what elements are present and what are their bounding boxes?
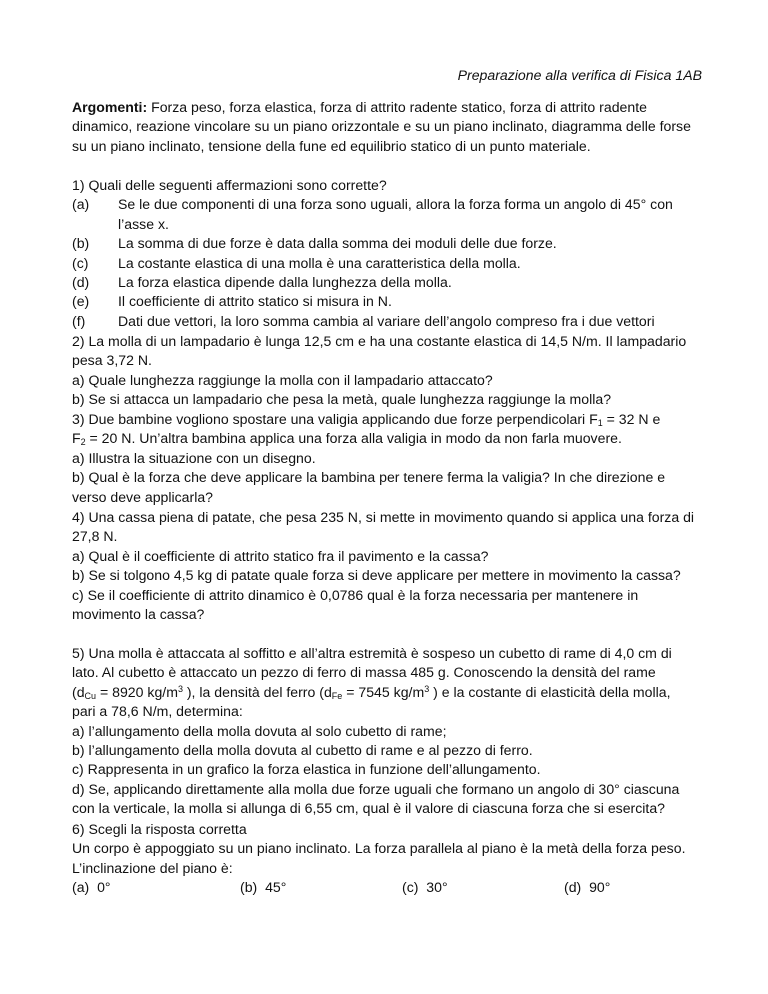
- option-6d: (d) 90°: [564, 879, 611, 896]
- question-5b: b) l’allungamento della molla dovuta al cubetto di rame e al pezzo di ferro.: [72, 742, 533, 759]
- question-3b: b) Qual è la forza che deve applicare la bambina per tenere ferma la valigia? In che direzione e verso deve applicarla?: [72, 469, 666, 505]
- question-1: [72, 176, 698, 331]
- page-header: Preparazione alla verifica di Fisica 1AB: [457, 67, 702, 83]
- topics-text: Forza peso, forza elastica, forza di attrito radente statico, forza di attrito radente dinamico, reazione vincolare su un piano orizzontale e su un piano inclinato, diagramma delle forse su un piano inclinato, tensione della fune ed equilibrio statico di un punto materiale.: [72, 99, 691, 154]
- question-5: 5) Una molla è attaccata al soffitto e all’altra estremità è sospeso un cubetto di rame di 4,0 cm di lato. Al cubetto è attaccato un pezzo di ferro di massa 485 g. Conoscendo la densità del rame ($d_{Cu} = 8920$ $kg/m^3$ ), la densità del ferro ($d_{Fe} = 7545$ $kg/m^3$ ) e la costante di elasticità della molla, pari a 78,6 N/m, determina: a) l’allungamento della molla dovuta al solo cubetto di rame; b) l’allungamento della molla dovuta al cubetto di rame e al pezzo di ferro. c) Rappresenta in un grafico la forza elastica in funzione dell’allungamento. d) Se, applicando direttamente alla molla due forze uguali che formano un angolo di 30° ciascuna con la verticale, la molla si allunga di 6,55 cm, qual è il valore di ciascuna forza che si esercita?: [72, 644, 698, 819]
- question-4a: a) Qual è il coefficiente di attrito statico fra il pavimento e la cassa?: [72, 547, 489, 564]
- question-1-text: 1) Quali delle seguenti affermazioni sono corrette?: [72, 177, 387, 193]
- topics-label: Argomenti:: [72, 99, 148, 115]
- question-2-text: 2) La molla di un lampadario è lunga 12,5 cm e ha una costante elastica di 14,5 N/m. Il lampadario pesa 3,72 N.: [72, 333, 687, 369]
- question-4b: b) Se si tolgono 4,5 kg di patate quale forza si deve applicare per mettere in movimento la cassa?: [72, 567, 681, 584]
- option-1e: (e) Il coefficiente di attrito statico si misura in N.: [72, 293, 392, 310]
- question-4c: c) Se il coefficiente di attrito dinamico è 0,0786 qual è la forza necessaria per mantenere in movimento la cassa?: [72, 586, 639, 623]
- question-4: [72, 508, 698, 624]
- option-6a: (a) 0°: [72, 879, 111, 896]
- question-4-text: 4) Una cassa piena di patate, che pesa 235 N, si mette in movimento quando si applica una forza di 27,8 N.: [72, 509, 695, 545]
- question-2b: b) Se si attacca un lampadario che pesa la metà, quale lunghezza raggiunge la molla?: [72, 391, 612, 408]
- question-1-options: [72, 195, 698, 331]
- topics-paragraph: [72, 98, 698, 156]
- question-6: [72, 820, 698, 898]
- question-6-options: [72, 878, 698, 897]
- option-6c: (c) 30°: [402, 879, 448, 896]
- option-1b: (b) La somma di due forze è data dalla somma dei moduli delle due forze.: [72, 235, 557, 252]
- question-5a: a) l’allungamento della molla dovuta al solo cubetto di rame;: [72, 722, 447, 739]
- question-2a: a) Quale lunghezza raggiunge la molla con il lampadario attaccato?: [72, 371, 493, 388]
- option-1c: (c) La costante elastica di una molla è una caratteristica della molla.: [72, 254, 521, 271]
- question-3: 3) Due bambine vogliono spostare una valigia applicando due forze perpendicolari $F_1 = 32$ N e $F_2 = 20$ N. Un’altra bambina applica una forza alla valigia in modo da non farla muovere. a) Illustra la situazione con un disegno. b) Qual è la forza che deve applicare la bambina per tenere ferma la valigia? In che direzione e verso deve applicarla?: [72, 410, 698, 507]
- question-2: [72, 332, 698, 410]
- option-6b: (b) 45°: [240, 879, 287, 896]
- option-1a: (a) Se le due componenti di una forza sono uguali, allora la forza forma un angolo di 45° con l’asse x.: [72, 196, 673, 232]
- question-6-title: 6) Scegli la risposta corretta: [72, 821, 247, 837]
- question-5c: c) Rappresenta in un grafico la forza elastica in funzione dell’allungamento.: [72, 761, 541, 778]
- option-1d: (d) La forza elastica dipende dalla lunghezza della molla.: [72, 274, 452, 291]
- question-3a: a) Illustra la situazione con un disegno.: [72, 449, 316, 466]
- question-6-text: Un corpo è appoggiato su un piano inclinato. La forza parallela al piano è la metà della forza peso. L’inclinazione del piano è:: [72, 840, 686, 876]
- question-5d: d) Se, applicando direttamente alla molla due forze uguali che formano un angolo di 30° ciascuna con la verticale, la molla si allunga di 6,55 cm, qual è il valore di ciascuna forza che si esercita?: [72, 780, 680, 817]
- option-1f: (f) Dati due vettori, la loro somma cambia al variare dell’angolo compreso fra i due vettori: [72, 312, 655, 329]
